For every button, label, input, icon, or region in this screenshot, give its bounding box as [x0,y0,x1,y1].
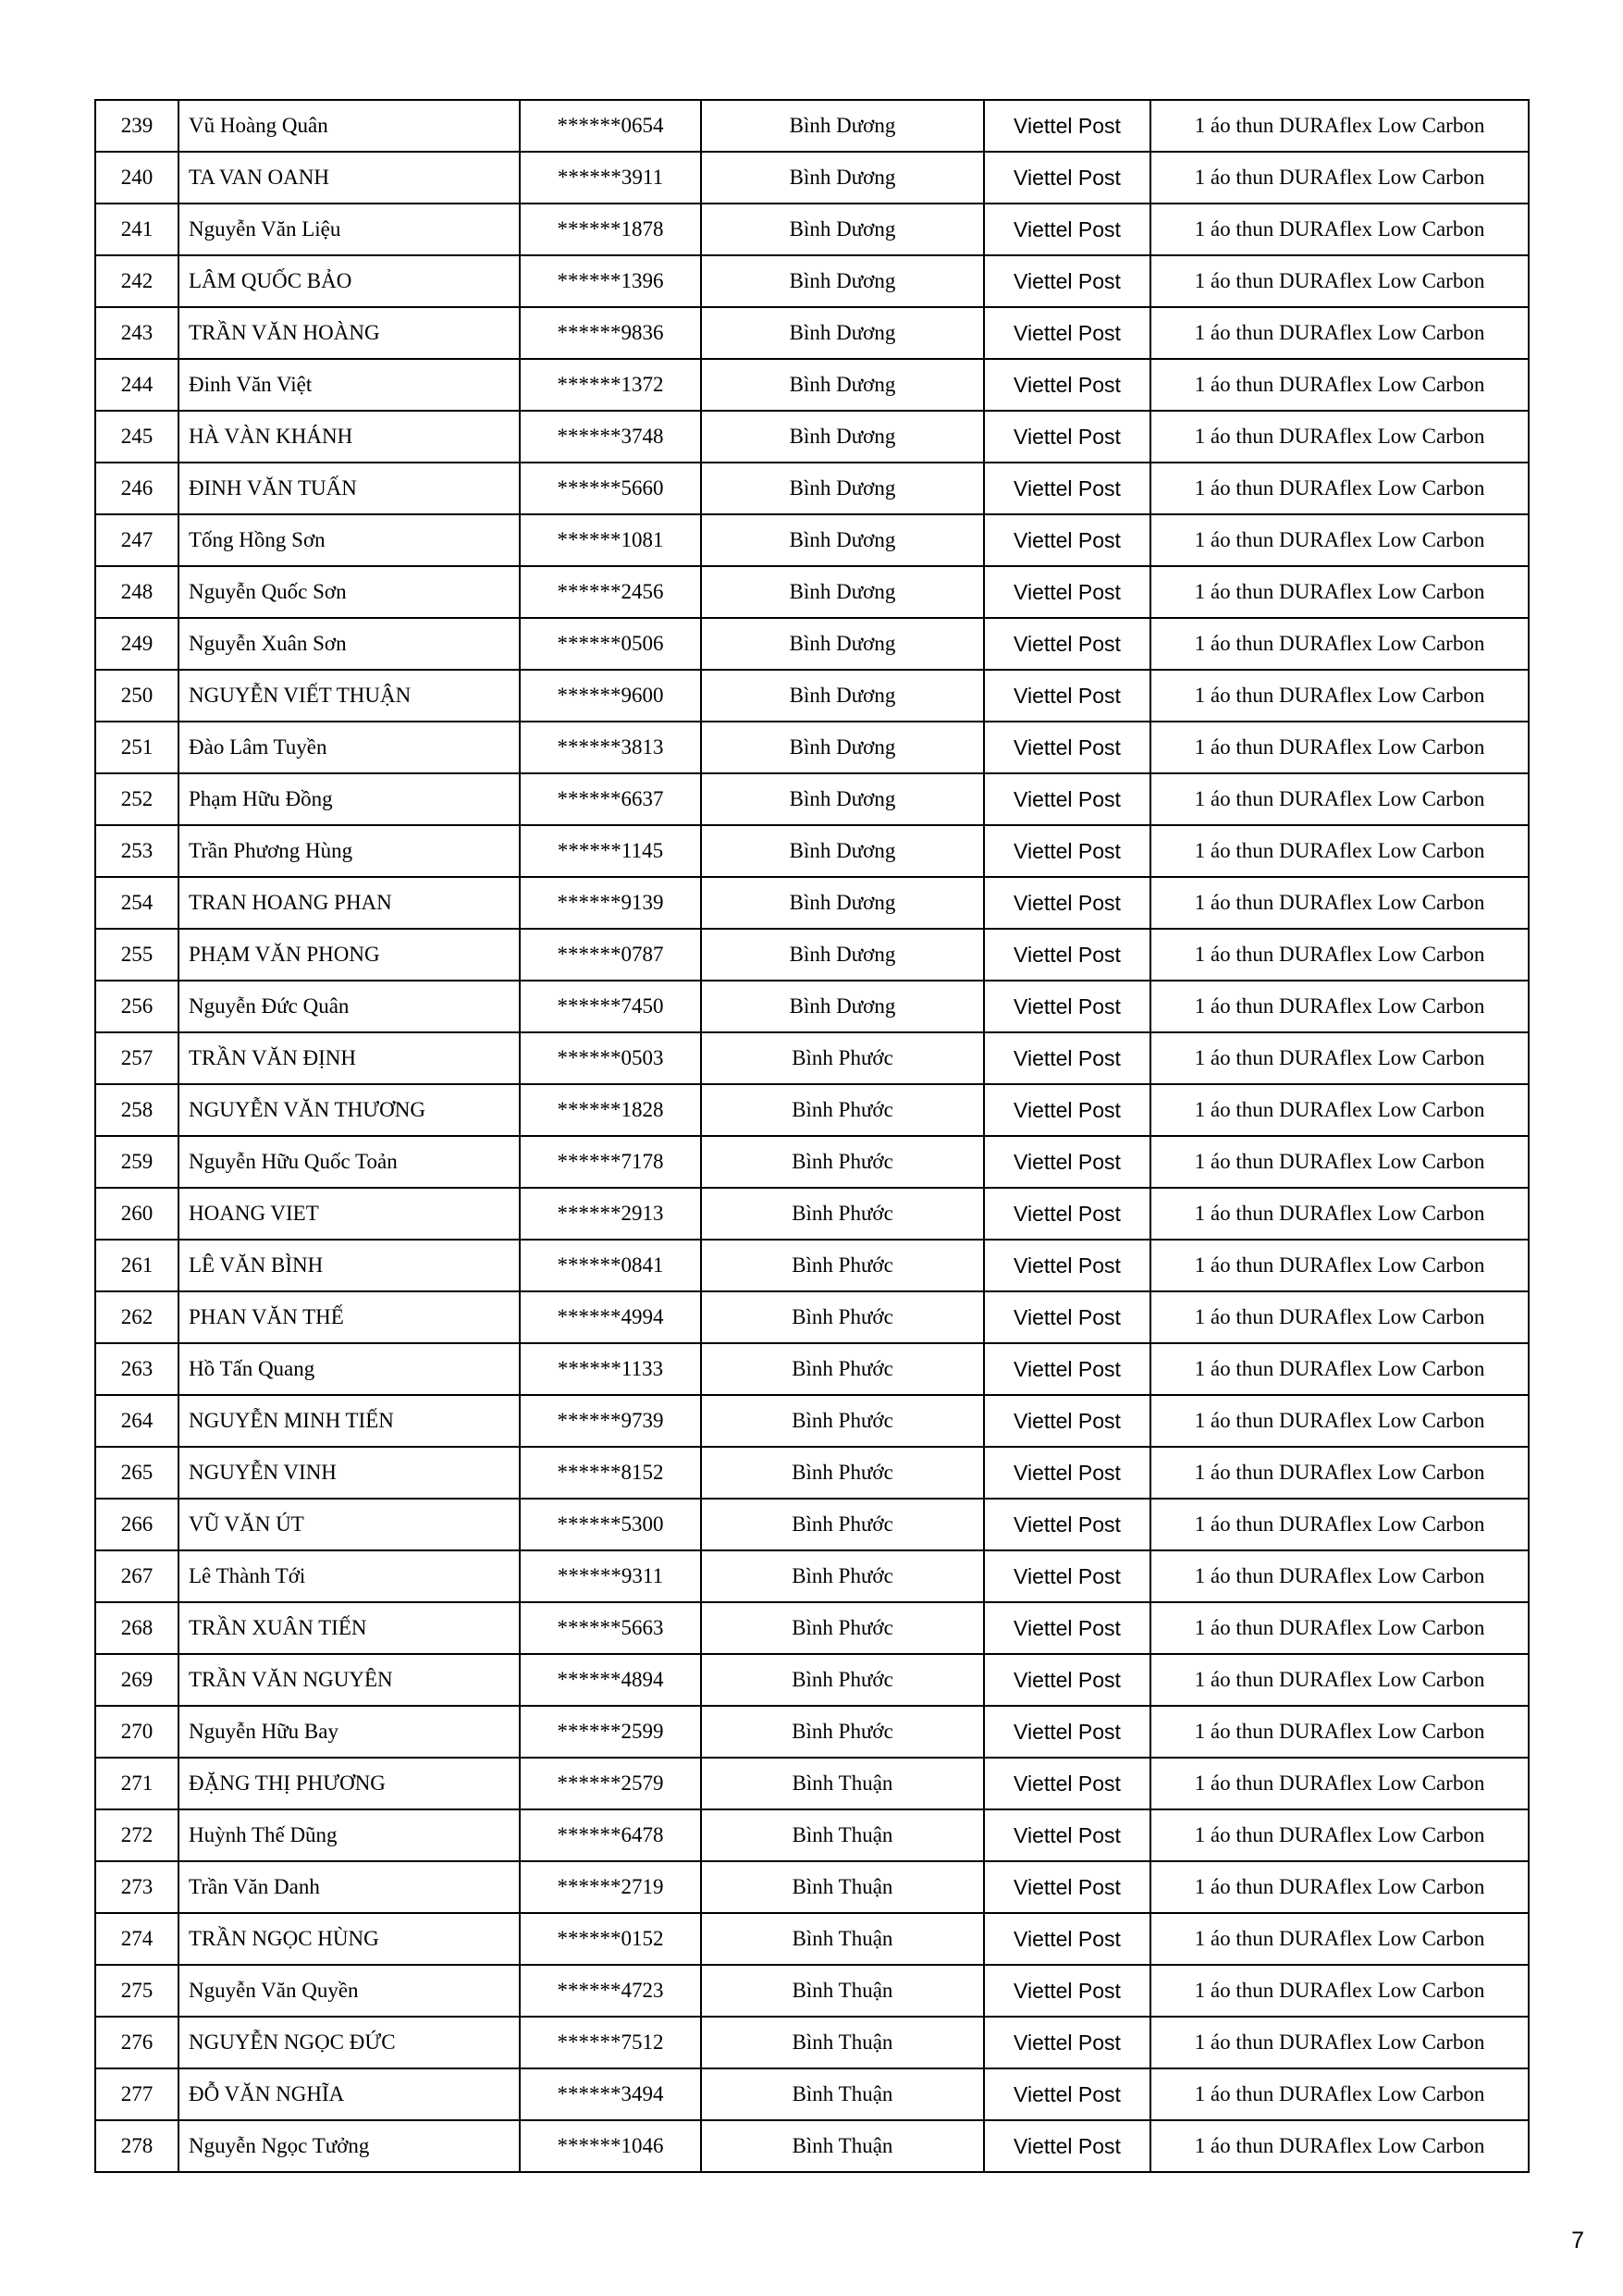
cell-province: Bình Phước [701,1550,984,1602]
table-row [95,1395,1529,1447]
cell-phone: ******7512 [520,2017,701,2068]
table-row [95,670,1529,722]
cell-phone: ******9836 [520,307,701,359]
cell-name: Đinh Văn Việt [178,359,520,411]
cell-province: Bình Dương [701,722,984,773]
table-row [95,1809,1529,1861]
cell-name: ĐẶNG THỊ PHƯƠNG [178,1758,520,1809]
table-row [95,1032,1529,1084]
table-row [95,1965,1529,2017]
cell-prize: 1 áo thun DURAflex Low Carbon [1150,1913,1529,1965]
table-row [95,1706,1529,1758]
cell-name: NGUYỄN VĂN THƯƠNG [178,1084,520,1136]
table-row [95,773,1529,825]
cell-index: 257 [95,1032,178,1084]
table-row [95,566,1529,618]
cell-name: TRẦN VĂN ĐỊNH [178,1032,520,1084]
cell-index: 276 [95,2017,178,2068]
cell-prize: 1 áo thun DURAflex Low Carbon [1150,100,1529,152]
table-row [95,2017,1529,2068]
cell-province: Bình Thuận [701,1758,984,1809]
cell-province: Bình Thuận [701,2120,984,2172]
cell-name: NGUYỄN MINH TIẾN [178,1395,520,1447]
cell-phone: ******2579 [520,1758,701,1809]
cell-name: Phạm Hữu Đồng [178,773,520,825]
cell-name: ĐỖ VĂN NGHĨA [178,2068,520,2120]
cell-name: LÂM QUỐC BẢO [178,255,520,307]
table-row [95,463,1529,514]
winners-table-body [95,100,1529,2172]
cell-prize: 1 áo thun DURAflex Low Carbon [1150,463,1529,514]
table-row [95,825,1529,877]
cell-phone: ******4723 [520,1965,701,2017]
cell-province: Bình Phước [701,1499,984,1550]
cell-prize: 1 áo thun DURAflex Low Carbon [1150,152,1529,204]
cell-province: Bình Dương [701,359,984,411]
cell-province: Bình Dương [701,204,984,255]
cell-carrier: Viettel Post [984,2120,1150,2172]
cell-phone: ******0506 [520,618,701,670]
cell-province: Bình Thuận [701,2068,984,2120]
cell-carrier: Viettel Post [984,1084,1150,1136]
table-row [95,359,1529,411]
cell-prize: 1 áo thun DURAflex Low Carbon [1150,307,1529,359]
cell-prize: 1 áo thun DURAflex Low Carbon [1150,255,1529,307]
cell-name: Nguyễn Hữu Quốc Toản [178,1136,520,1188]
cell-phone: ******1828 [520,1084,701,1136]
cell-index: 259 [95,1136,178,1188]
cell-phone: ******4894 [520,1654,701,1706]
cell-carrier: Viettel Post [984,566,1150,618]
cell-prize: 1 áo thun DURAflex Low Carbon [1150,1654,1529,1706]
cell-province: Bình Dương [701,929,984,981]
cell-phone: ******7450 [520,981,701,1032]
table-row [95,1240,1529,1291]
cell-province: Bình Phước [701,1240,984,1291]
cell-phone: ******2913 [520,1188,701,1240]
cell-prize: 1 áo thun DURAflex Low Carbon [1150,1499,1529,1550]
cell-index: 244 [95,359,178,411]
cell-prize: 1 áo thun DURAflex Low Carbon [1150,1136,1529,1188]
table-row [95,1343,1529,1395]
cell-carrier: Viettel Post [984,255,1150,307]
cell-phone: ******9139 [520,877,701,929]
cell-carrier: Viettel Post [984,1913,1150,1965]
cell-name: Vũ Hoàng Quân [178,100,520,152]
cell-name: TA VAN OANH [178,152,520,204]
cell-index: 275 [95,1965,178,2017]
cell-phone: ******2719 [520,1861,701,1913]
cell-name: Huỳnh Thế Dũng [178,1809,520,1861]
cell-phone: ******8152 [520,1447,701,1499]
cell-prize: 1 áo thun DURAflex Low Carbon [1150,1240,1529,1291]
page-number: 7 [1571,2228,1584,2253]
cell-province: Bình Phước [701,1032,984,1084]
cell-prize: 1 áo thun DURAflex Low Carbon [1150,2017,1529,2068]
table-row [95,2068,1529,2120]
table-row [95,307,1529,359]
cell-name: Nguyễn Văn Quyền [178,1965,520,2017]
cell-name: Trần Phương Hùng [178,825,520,877]
cell-phone: ******6637 [520,773,701,825]
cell-index: 264 [95,1395,178,1447]
cell-carrier: Viettel Post [984,722,1150,773]
cell-name: TRAN HOANG PHAN [178,877,520,929]
cell-prize: 1 áo thun DURAflex Low Carbon [1150,1188,1529,1240]
table-row [95,1499,1529,1550]
cell-prize: 1 áo thun DURAflex Low Carbon [1150,1447,1529,1499]
cell-province: Bình Dương [701,307,984,359]
cell-prize: 1 áo thun DURAflex Low Carbon [1150,722,1529,773]
cell-province: Bình Thuận [701,1861,984,1913]
cell-index: 249 [95,618,178,670]
cell-index: 256 [95,981,178,1032]
table-row [95,1291,1529,1343]
cell-prize: 1 áo thun DURAflex Low Carbon [1150,825,1529,877]
cell-name: Lê Thành Tới [178,1550,520,1602]
table-row [95,1447,1529,1499]
cell-index: 254 [95,877,178,929]
cell-index: 266 [95,1499,178,1550]
cell-carrier: Viettel Post [984,359,1150,411]
cell-carrier: Viettel Post [984,307,1150,359]
table-row [95,1188,1529,1240]
cell-carrier: Viettel Post [984,1240,1150,1291]
cell-index: 268 [95,1602,178,1654]
cell-carrier: Viettel Post [984,411,1150,463]
cell-carrier: Viettel Post [984,670,1150,722]
cell-phone: ******3494 [520,2068,701,2120]
cell-province: Bình Dương [701,566,984,618]
cell-province: Bình Dương [701,100,984,152]
cell-prize: 1 áo thun DURAflex Low Carbon [1150,1758,1529,1809]
table-row [95,100,1529,152]
cell-index: 260 [95,1188,178,1240]
cell-province: Bình Dương [701,411,984,463]
cell-carrier: Viettel Post [984,463,1150,514]
cell-carrier: Viettel Post [984,2017,1150,2068]
cell-phone: ******1046 [520,2120,701,2172]
cell-index: 262 [95,1291,178,1343]
cell-carrier: Viettel Post [984,1343,1150,1395]
cell-phone: ******2456 [520,566,701,618]
table-row [95,1602,1529,1654]
cell-prize: 1 áo thun DURAflex Low Carbon [1150,1032,1529,1084]
cell-carrier: Viettel Post [984,1291,1150,1343]
cell-index: 247 [95,514,178,566]
cell-prize: 1 áo thun DURAflex Low Carbon [1150,981,1529,1032]
cell-phone: ******1145 [520,825,701,877]
cell-index: 241 [95,204,178,255]
cell-province: Bình Dương [701,670,984,722]
cell-index: 272 [95,1809,178,1861]
cell-prize: 1 áo thun DURAflex Low Carbon [1150,359,1529,411]
cell-prize: 1 áo thun DURAflex Low Carbon [1150,670,1529,722]
cell-name: Trần Văn Danh [178,1861,520,1913]
cell-carrier: Viettel Post [984,1861,1150,1913]
cell-name: VŨ VĂN ÚT [178,1499,520,1550]
cell-prize: 1 áo thun DURAflex Low Carbon [1150,618,1529,670]
cell-index: 253 [95,825,178,877]
cell-carrier: Viettel Post [984,1758,1150,1809]
cell-phone: ******4994 [520,1291,701,1343]
cell-province: Bình Dương [701,618,984,670]
cell-phone: ******0503 [520,1032,701,1084]
cell-province: Bình Phước [701,1395,984,1447]
cell-province: Bình Dương [701,255,984,307]
cell-carrier: Viettel Post [984,204,1150,255]
cell-index: 252 [95,773,178,825]
cell-carrier: Viettel Post [984,514,1150,566]
cell-name: NGUYỄN VINH [178,1447,520,1499]
cell-province: Bình Dương [701,514,984,566]
winners-table [94,99,1530,2173]
cell-carrier: Viettel Post [984,152,1150,204]
cell-phone: ******6478 [520,1809,701,1861]
table-row [95,1861,1529,1913]
cell-name: Đào Lâm Tuyền [178,722,520,773]
cell-name: TRẦN VĂN NGUYÊN [178,1654,520,1706]
cell-carrier: Viettel Post [984,100,1150,152]
cell-prize: 1 áo thun DURAflex Low Carbon [1150,514,1529,566]
cell-prize: 1 áo thun DURAflex Low Carbon [1150,929,1529,981]
cell-province: Bình Dương [701,981,984,1032]
cell-index: 243 [95,307,178,359]
cell-carrier: Viettel Post [984,2068,1150,2120]
cell-prize: 1 áo thun DURAflex Low Carbon [1150,1706,1529,1758]
cell-prize: 1 áo thun DURAflex Low Carbon [1150,411,1529,463]
table-row [95,1758,1529,1809]
table-row [95,204,1529,255]
cell-carrier: Viettel Post [984,1965,1150,2017]
cell-name: LÊ VĂN BÌNH [178,1240,520,1291]
cell-prize: 1 áo thun DURAflex Low Carbon [1150,2120,1529,2172]
cell-phone: ******2599 [520,1706,701,1758]
cell-name: Hồ Tấn Quang [178,1343,520,1395]
cell-prize: 1 áo thun DURAflex Low Carbon [1150,1343,1529,1395]
cell-index: 269 [95,1654,178,1706]
table-row [95,152,1529,204]
table-row [95,1550,1529,1602]
cell-phone: ******1396 [520,255,701,307]
cell-province: Bình Phước [701,1343,984,1395]
cell-carrier: Viettel Post [984,877,1150,929]
cell-phone: ******1081 [520,514,701,566]
cell-province: Bình Phước [701,1084,984,1136]
table-row [95,981,1529,1032]
cell-carrier: Viettel Post [984,929,1150,981]
table-row [95,411,1529,463]
cell-prize: 1 áo thun DURAflex Low Carbon [1150,2068,1529,2120]
cell-index: 278 [95,2120,178,2172]
cell-index: 267 [95,1550,178,1602]
cell-name: HÀ VÀN KHÁNH [178,411,520,463]
cell-province: Bình Thuận [701,1965,984,2017]
cell-phone: ******3748 [520,411,701,463]
cell-carrier: Viettel Post [984,1550,1150,1602]
cell-prize: 1 áo thun DURAflex Low Carbon [1150,566,1529,618]
table-row [95,1654,1529,1706]
cell-index: 277 [95,2068,178,2120]
cell-carrier: Viettel Post [984,1706,1150,1758]
cell-index: 251 [95,722,178,773]
cell-name: Tống Hồng Sơn [178,514,520,566]
cell-index: 250 [95,670,178,722]
cell-index: 263 [95,1343,178,1395]
cell-carrier: Viettel Post [984,1395,1150,1447]
cell-index: 270 [95,1706,178,1758]
cell-name: Nguyễn Ngọc Tưởng [178,2120,520,2172]
table-row [95,929,1529,981]
cell-phone: ******3911 [520,152,701,204]
table-row [95,1913,1529,1965]
cell-province: Bình Dương [701,877,984,929]
cell-province: Bình Dương [701,825,984,877]
cell-name: Nguyễn Hữu Bay [178,1706,520,1758]
cell-prize: 1 áo thun DURAflex Low Carbon [1150,877,1529,929]
cell-index: 258 [95,1084,178,1136]
cell-prize: 1 áo thun DURAflex Low Carbon [1150,1965,1529,2017]
cell-name: TRẦN NGỌC HÙNG [178,1913,520,1965]
cell-carrier: Viettel Post [984,773,1150,825]
cell-name: PHẠM VĂN PHONG [178,929,520,981]
cell-index: 271 [95,1758,178,1809]
cell-province: Bình Phước [701,1706,984,1758]
table-row [95,2120,1529,2172]
table-row [95,1136,1529,1188]
cell-phone: ******9600 [520,670,701,722]
cell-index: 248 [95,566,178,618]
cell-index: 245 [95,411,178,463]
cell-phone: ******1372 [520,359,701,411]
cell-phone: ******5660 [520,463,701,514]
cell-phone: ******9739 [520,1395,701,1447]
cell-carrier: Viettel Post [984,825,1150,877]
cell-name: HOANG VIET [178,1188,520,1240]
cell-index: 274 [95,1913,178,1965]
table-row [95,1084,1529,1136]
cell-name: Nguyễn Đức Quân [178,981,520,1032]
cell-province: Bình Thuận [701,1913,984,1965]
cell-prize: 1 áo thun DURAflex Low Carbon [1150,773,1529,825]
cell-carrier: Viettel Post [984,1447,1150,1499]
cell-phone: ******1133 [520,1343,701,1395]
cell-province: Bình Dương [701,463,984,514]
cell-province: Bình Phước [701,1188,984,1240]
cell-prize: 1 áo thun DURAflex Low Carbon [1150,1084,1529,1136]
cell-index: 246 [95,463,178,514]
table-row [95,722,1529,773]
cell-name: TRẦN XUÂN TIẾN [178,1602,520,1654]
cell-index: 265 [95,1447,178,1499]
table-row [95,877,1529,929]
cell-province: Bình Phước [701,1447,984,1499]
cell-province: Bình Phước [701,1602,984,1654]
cell-prize: 1 áo thun DURAflex Low Carbon [1150,1809,1529,1861]
cell-prize: 1 áo thun DURAflex Low Carbon [1150,1291,1529,1343]
cell-carrier: Viettel Post [984,1809,1150,1861]
cell-name: TRẦN VĂN HOÀNG [178,307,520,359]
cell-carrier: Viettel Post [984,1499,1150,1550]
table-row [95,618,1529,670]
cell-index: 273 [95,1861,178,1913]
cell-index: 255 [95,929,178,981]
cell-province: Bình Phước [701,1291,984,1343]
cell-province: Bình Phước [701,1654,984,1706]
cell-phone: ******7178 [520,1136,701,1188]
cell-index: 239 [95,100,178,152]
cell-phone: ******0787 [520,929,701,981]
cell-name: Nguyễn Xuân Sơn [178,618,520,670]
cell-name: ĐINH VĂN TUẤN [178,463,520,514]
cell-index: 242 [95,255,178,307]
cell-carrier: Viettel Post [984,1654,1150,1706]
cell-phone: ******1878 [520,204,701,255]
cell-carrier: Viettel Post [984,1032,1150,1084]
cell-province: Bình Dương [701,152,984,204]
cell-prize: 1 áo thun DURAflex Low Carbon [1150,1550,1529,1602]
cell-phone: ******9311 [520,1550,701,1602]
cell-carrier: Viettel Post [984,618,1150,670]
cell-carrier: Viettel Post [984,1136,1150,1188]
cell-phone: ******3813 [520,722,701,773]
cell-prize: 1 áo thun DURAflex Low Carbon [1150,1861,1529,1913]
cell-carrier: Viettel Post [984,1602,1150,1654]
cell-index: 240 [95,152,178,204]
cell-province: Bình Dương [701,773,984,825]
cell-carrier: Viettel Post [984,981,1150,1032]
cell-province: Bình Phước [701,1136,984,1188]
cell-carrier: Viettel Post [984,1188,1150,1240]
cell-name: NGUYỄN NGỌC ĐỨC [178,2017,520,2068]
cell-province: Bình Thuận [701,2017,984,2068]
cell-name: NGUYỄN VIẾT THUẬN [178,670,520,722]
cell-phone: ******5300 [520,1499,701,1550]
cell-prize: 1 áo thun DURAflex Low Carbon [1150,204,1529,255]
table-row [95,514,1529,566]
cell-prize: 1 áo thun DURAflex Low Carbon [1150,1395,1529,1447]
cell-name: Nguyễn Quốc Sơn [178,566,520,618]
cell-name: PHAN VĂN THẾ [178,1291,520,1343]
cell-province: Bình Thuận [701,1809,984,1861]
table-row [95,255,1529,307]
cell-phone: ******0152 [520,1913,701,1965]
cell-index: 261 [95,1240,178,1291]
cell-phone: ******0841 [520,1240,701,1291]
cell-phone: ******0654 [520,100,701,152]
cell-prize: 1 áo thun DURAflex Low Carbon [1150,1602,1529,1654]
cell-name: Nguyễn Văn Liệu [178,204,520,255]
cell-phone: ******5663 [520,1602,701,1654]
